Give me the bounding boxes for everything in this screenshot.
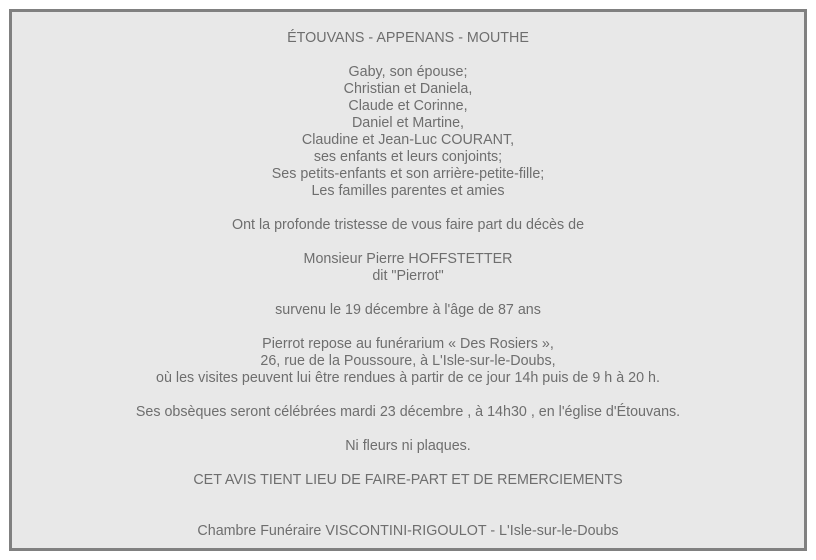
funeral-text: Ses obsèques seront célébrées mardi 23 décembre , à 14h30 , en l'église d'Étouvans. — [135, 404, 681, 420]
visitation-line: 26, rue de la Poussoure, à L'Isle-sur-le-Doubs, — [260, 353, 556, 369]
family-line: Claude et Corinne, — [348, 98, 468, 114]
notice-content — [12, 30, 804, 540]
family-line: Les familles parentes et amies — [311, 183, 505, 199]
death-date-text: survenu le 19 décembre à l'âge de 87 ans — [275, 302, 541, 318]
family-line: Daniel et Martine, — [351, 115, 465, 131]
deceased-name: Monsieur Pierre HOFFSTETTER — [303, 251, 513, 267]
announcement-text: Ont la profonde tristesse de vous faire part du décès de — [231, 217, 585, 233]
notice-header: ÉTOUVANS - APPENANS - MOUTHE — [287, 30, 529, 46]
flowers-text: Ni fleurs ni plaques. — [345, 438, 471, 454]
family-line: Claudine et Jean-Luc COURANT, — [301, 132, 515, 148]
closing-text: CET AVIS TIENT LIEU DE FAIRE-PART ET DE REMERCIEMENTS — [193, 472, 623, 488]
family-line: Christian et Daniela, — [343, 81, 473, 97]
obituary-notice — [9, 9, 807, 551]
deceased-block — [12, 251, 804, 285]
deceased-nickname: dit "Pierrot" — [372, 268, 444, 284]
funeral-home-text: Chambre Funéraire VISCONTINI-RIGOULOT - L'Isle-sur-le-Doubs — [197, 523, 619, 539]
visitation-line: Pierrot repose au funérarium « Des Rosiers », — [262, 336, 554, 352]
family-line: ses enfants et leurs conjoints; — [313, 149, 503, 165]
family-list — [12, 64, 804, 200]
visitation-block — [12, 336, 804, 387]
family-line: Ses petits-enfants et son arrière-petite-fille; — [271, 166, 545, 182]
visitation-line: où les visites peuvent lui être rendues à partir de ce jour 14h puis de 9 h à 20 h. — [156, 370, 660, 386]
family-line: Gaby, son épouse; — [348, 64, 468, 80]
